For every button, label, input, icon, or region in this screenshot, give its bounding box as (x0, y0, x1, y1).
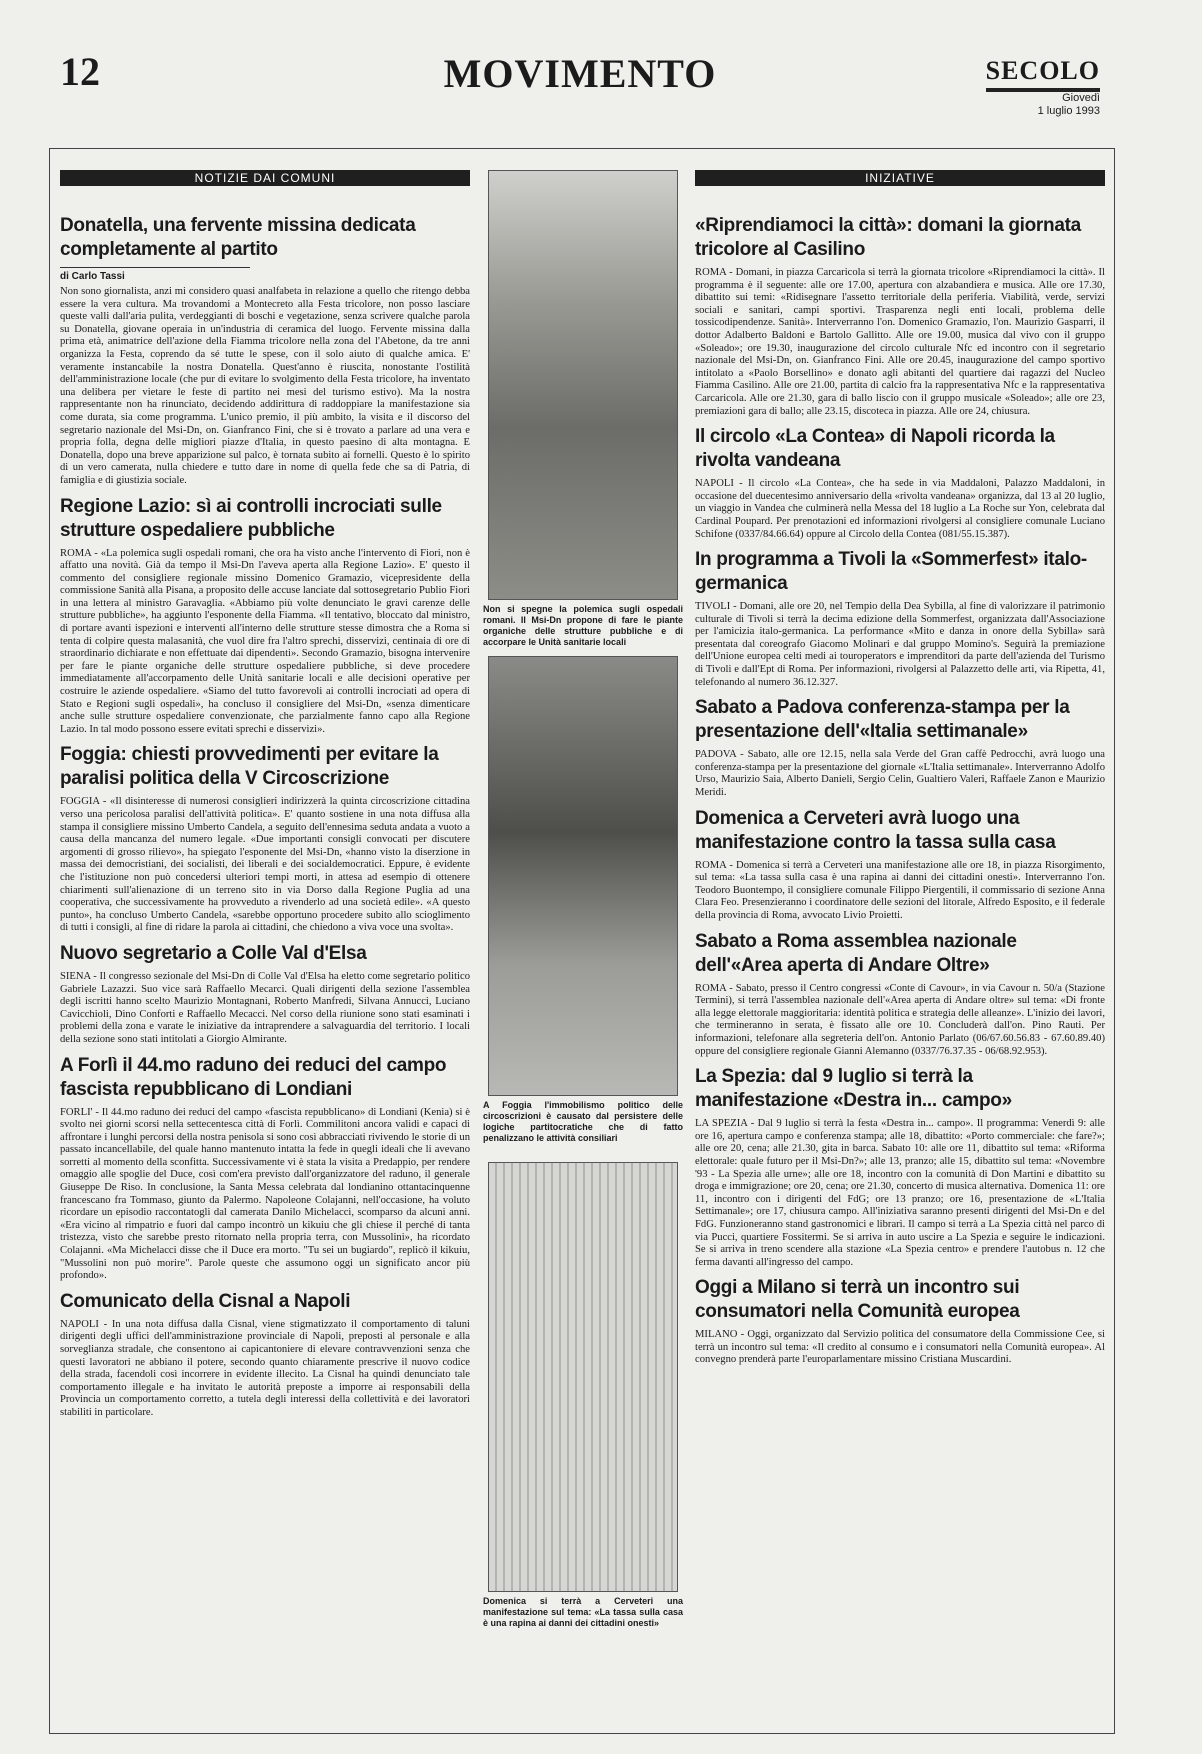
article-body: TIVOLI - Domani, alle ore 20, nel Tempio della Dea Sybilla, al fine di valorizzare il patrimonio culturale di Tivoli si terrà la decima edizione della Sommerfest, organizzata dall'Associazione per l'amicizia italo-germanica. La performance «Mito e danza in onore della Sybilla» sarà presentata dal coreografo Giacomo Molinari e dal gruppo Momino's. Seguirà la premiazione dell'Unione europea celti medi ai touroperators e imprenditori da parte dell'azienda del Turismo di Tivoli e dall'Ept di Roma. Per informazioni, rivolgersi al Palazzetto delle arti, via Ripetta, 41, telefonando al numero 36.12.327. (695, 601, 1105, 688)
article-la-spezia (695, 1065, 1105, 1269)
issue-date: 1 luglio 1993 (1037, 105, 1100, 117)
article-title: Sabato a Roma assemblea nazionale dell'«Area aperta di Andare Oltre» (695, 930, 1017, 976)
article-title: Regione Lazio: sì ai controlli incrociati sulle strutture ospedaliere pubbliche (60, 495, 442, 541)
article-padova (695, 696, 1105, 799)
article-title: Comunicato della Cisnal a Napoli (60, 1290, 351, 1312)
article-body: FORLI' - Il 44.mo raduno dei reduci del campo «fascista repubblicano» di Londiani (Kenia) si è svolto nei giorni scorsi nella settecentesca città di Forlì. Commilitoni ancora validi e capaci di affrontare i lunghi percorsi della nostra penisola si sono così abbracciati rivivendo le storie di un passato incancellabile, del quale hanno mantenuto intatta la fede in quegli ideali che li avevano sorretti al momento della sconfitta. Successivamente vi è stata la visita a Predappio, per rendere omaggio alle spoglie del Duce, così com'era previsto dall'organizzatore del raduno, il generale Giuseppe De Riso. In conclusione, la Santa Messa celebrata dal londianino ottantacinquenne francescano fra Tommaso, giunto da Palermo. Napoleone Colajanni, nell'occasione, ha voluto ricordare un episodio raccontatogli dal camerata Danilo Michelacci, scomparso da alcuni anni. «Era vicino al rimpatrio e fuori dal campo incontrò un kikuiu che gli chiese il perché di tanta tristezza, visto che sarebbe presto ritornato nella propria terra, con Mussolini», ha ricordato Colajanni. «Ma Michelacci disse che il Duce era morto. "Tu sei un bugiardo", replicò il kikuiu, "Mussolini non può morire". Parole queste che assumono oggi un significato ancor più profondo». (60, 1106, 470, 1282)
article-donatella (60, 214, 470, 488)
article-title: Nuovo segretario a Colle Val d'Elsa (60, 942, 367, 964)
article-title: La Spezia: dal 9 luglio si terrà la manifestazione «Destra in... campo» (695, 1066, 1012, 1112)
article-body: PADOVA - Sabato, alle ore 12.15, nella sala Verde del Gran caffè Pedrocchi, avrà luogo una conferenza-stampa per la presentazione del giornale «L'Italia settimanale». Interverranno Adolfo Urso, Maurizio Saia, Alberto Danieli, Sergio Celin, Gualtiero Valeri, Raffaele Zanon e Maurizio Meridi. (695, 749, 1105, 799)
article-body: ROMA - Sabato, presso il Centro congressi «Conte di Cavour», in via Cavour n. 50/a (Stazione Termini), si terrà l'assemblea nazionale dell'«Area aperta di Andare oltre» sul tema: «Di fronte alla legge elettorale maggioritaria: identità politica e strategia delle alleanze». L'inizio dei lavori, che termineranno in serata, è fissato alle ore 10. Concluderà dall'on. Pino Rauti. Per informazioni, telefonare alla segreteria dell'on. Antonio Parlato (06/67.60.56.83 - 67.60.89.40) oppure del consigliere regionale Gianni Alemanno (0337/76.37.35 - 06/68.92.953). (695, 982, 1105, 1057)
article-byline: di Carlo Tassi (60, 267, 250, 282)
article-body: ROMA - Domenica si terrà a Cerveteri una manifestazione alle ore 18, in piazza Risorgimento, sul tema: «La tassa sulla casa è una rapina ai danni dei cittadini onesti». Interverranno l'on. Teodoro Buontempo, il consigliere comunale Filippo Piergentili, il commissario di sezione Anna Clara Feo. Presenzieranno i coordinatore delle sezioni del litorale, Alfredo Esposito, e il federale della provincia di Roma, avvocato Livio Proietti. (695, 859, 1105, 921)
photo-caption: Non si spegne la polemica sugli ospedali romani. Il Msi-Dn propone di fare le piante organiche delle strutture pubbliche e di accorpare le Unità sanitarie locali (483, 604, 683, 647)
article-andare-oltre (695, 930, 1105, 1059)
article-body: FOGGIA - «Il disinteresse di numerosi consiglieri indirizzerà la quinta circoscrizione cittadina verso una pericolosa paralisi dell'attività politica». E' quanto sostiene in una nota diffusa alla stampa il consigliere missino Umberto Candela, a seguito dell'ennesima seduta andata a vuoto a causa della mancanza del numero legale. «Due importanti consigli convocati per discutere argomenti di grosso rilievo», ha spiegato l'esponente del Msi-Dn, «hanno visto la diserzione in massa dei democristiani, dei socialisti, dei liberali e dei socialdemocratici. Eppure, è evidente che l'istituzione non può concedersi ulteriori tempi morti, in attesa ad esempio di ottenere chiarimenti sull'alienazione di un terreno sito in via Dorso dalla Regione Puglia ad una cooperativa, che successivamente ha provveduto a rivenderlo ad una società edile». «A questo punto», ha concluso Umberto Candela, «sarebbe opportuno procedere subito allo scioglimento di tutti i consigli, al fine di ridare la parola ai cittadini, che chiedono a viva voce una svolta». (60, 796, 470, 934)
right-column (695, 170, 1105, 1374)
article-body: NAPOLI - In una nota diffusa dalla Cisnal, viene stigmatizzato il comportamento di taluni dirigenti degli uffici dell'amministrazione provinciale di Napoli, preposti al personale e alla sorveglianza stradale, che consentono ai capicantoniere di elevare contravvenzioni senza che questi lavoratori ne abbiano il potere, secondo quanto chiaramente prescrive il nuovo codice della strada, facendoli così incorrere in evidente illecito. La Cisnal ha quindi denunciato tale comportamento illegale e ha invitato le autorità preposte a imporre ai responsabili della Provincia un comportamento corretto, a tutela degli interessi della collettività e dei lavoratori stabiliti in particolare. (60, 1318, 470, 1418)
newspaper-logo (986, 56, 1100, 118)
article-title: In programma a Tivoli la «Sommerfest» italo-germanica (695, 549, 1087, 595)
photo-caption: Domenica si terrà a Cerveteri una manifestazione sul tema: «La tassa sulla casa è una rapina ai danni dei cittadini onesti» (483, 1596, 683, 1628)
issue-day: Giovedì (1062, 92, 1100, 104)
article-title: Donatella, una fervente missina dedicata completamente al partito (60, 215, 416, 260)
article-milano (695, 1276, 1105, 1367)
photo-foggia-council (488, 656, 678, 1096)
photo-hospital (488, 170, 678, 600)
article-title: Il circolo «La Contea» di Napoli ricorda la rivolta vandeana (695, 426, 1055, 472)
article-body: Non sono giornalista, anzi mi considero quasi analfabeta in relazione a quello che ritengo debba essere la vera cultura. Ma trovandomi a Montecreto alla Festa tricolore, non posso lasciare queste valli dall'aria pulita, verdeggianti di boschi e vegetazione, senza scrivere qualche parola su Donatella, giovane operaia in un'industria di ceramica del luogo. Fervente missina dalla prima età, animatrice dell'azione della Fiamma tricolore nella zona del l'Abetone, da tre anni organizza la Festa, coprendo da sé tutte le spese, con il solo aiuto di qualche amica. E' veramente instancabile la nostra Donatella. Quest'anno è riuscita, nonostante l'ostilità dell'amministrazione locale (che pur di evitare lo svolgimento della Festa tricolore, ha inventato una delibera per vietare le feste di partito nei mesi del turismo estivo). Ma la nostra rappresentante non ha rinunciato, decidendo addirittura di raddoppiare la manifestazione sia come durata, sia come programma. L'unico premio, il più ambito, la visita e il discorso del segretario nazionale del Msi-Dn, on. Gianfranco Fini, che si è trovato a parlare ad una vera e propria folla, degna delle migliori piazze d'Italia, in questo paesino di alta montagna. E Donatella, dopo una breve apparizione sul palco, è tornata subito ai fornelli. Questo è lo spirito di un vero camerata, nulla chiedere e tutto dare in nome di quella fede che sa di Patria, di famiglia e di giustizia sociale. (60, 286, 470, 486)
section-bar-notizie: NOTIZIE DAI COMUNI (60, 170, 470, 186)
article-regione-lazio (60, 495, 470, 737)
article-casilino (695, 214, 1105, 418)
masthead (60, 48, 1100, 117)
article-body: SIENA - Il congresso sezionale del Msi-Dn di Colle Val d'Elsa ha eletto come segretario politico Gabriele Lazazzi. Suo vice sarà Raffaello Mecarci. Quali dirigenti della sezione l'assemblea degli iscritti hanno scelto Maurizio Montagnani, Roberto Manfredi, Silvana Annucci, Luciano Cavicchioli, Dino Conforti e Raffaello Mecacci. Nel corso della riunione sono stati esaminati i problemi della zona e varate le iniziative da intraprendere a salvaguardia del territorio. I locali della sezione sono stati intitolati a Giorgio Almirante. (60, 970, 470, 1045)
article-body: NAPOLI - Il circolo «La Contea», che ha sede in via Maddaloni, Palazzo Maddaloni, in occasione del duecentesimo anniversario della «rivolta vandeana» organizza, dal 13 al 20 luglio, un viaggio in Vandea che culminerà nella Messa del 18 luglio a La Roche sur Yon, celebrata dal Cardinal Poupard. Per prenotazioni ed informazioni rivolgersi al consigliere comunale Luciano Schifone (0337/84.66.64) oppure al Circolo della Contea (081/55.15.387). (695, 478, 1105, 540)
article-title: A Forlì il 44.mo raduno dei reduci del campo fascista repubblicano di Londiani (60, 1054, 447, 1100)
article-tivoli (695, 548, 1105, 689)
article-cerveteri (695, 807, 1105, 923)
article-title: Foggia: chiesti provvedimenti per evitare la paralisi politica della V Circoscrizione (60, 744, 439, 790)
article-body: MILANO - Oggi, organizzato dal Servizio politica del consumatore della Commissione Cee, si terrà un incontro sul tema: «Il credito al consumo e i consumatori nella Comunità europea». Al convegno prenderà parte l'europarlamentare missino Cristiana Muscardini. (695, 1329, 1105, 1366)
article-colle-val-delsa (60, 942, 470, 1047)
page-number: 12 (60, 49, 100, 94)
article-title: Domenica a Cerveteri avrà luogo una manifestazione contro la tassa sulla casa (695, 807, 1056, 853)
logo-name: SECOLO (986, 56, 1100, 92)
photo-houses (488, 1162, 678, 1592)
left-column (60, 170, 470, 1427)
article-body: LA SPEZIA - Dal 9 luglio si terrà la festa «Destra in... campo». Il programma: Venerdì 9: alle ore 16, apertura campo e conferenza stampa; alle 18, dibattito: «Porto commerciale: che fare?»; alle ore 20, cena; alle 21.30, gita in barca. Sabato 10: alle ore 11, dibattito sul tema: «Riforma elettorale: quale futuro per il Msi-Dn?»; alle 13, pranzo; alle 15, dibattito sul tema: «Novembre '93 - La Spezia alle urne»; alle ore 18, incontro con la comunità di Don Martini e dibattito su droga e immigrazione; ore 20, cena; ore 21.30, concerto di musica alternativa. Domenica 11: ore 11, incontro con i dirigenti del FdG; ore 13 pranzo; ore 16, presentazione de «L'Italia Settimanale»; ore 17, chiusura campo. All'iniziativa saranno presenti dirigenti del Msi-Dn e del FdG. Funzioneranno stand gastronomici e librari. Il campo si terrà a La Spezia città nel parco di via Pucci, quartiere Fossitermi. Se si arriva in auto uscire a La Spezia e seguire le indicazioni. Se si arriva in treno scendere alla stazione «La Spezia centro» e prendere l'autobus n. 12 che ferma davanti all'ingresso del campo. (695, 1118, 1105, 1268)
article-title: Oggi a Milano si terrà un incontro sui consumatori nella Comunità europea (695, 1277, 1020, 1323)
photo-caption: A Foggia l'immobilismo politico delle circoscrizioni è causato dal persistere delle logiche partitocratiche che di fatto penalizzano le attività consiliari (483, 1100, 683, 1143)
article-title: «Riprendiamoci la città»: domani la giornata tricolore al Casilino (695, 215, 1081, 260)
article-foggia (60, 743, 470, 935)
article-forli (60, 1054, 470, 1283)
photo-column (483, 170, 683, 1629)
section-bar-iniziative: INIZIATIVE (695, 170, 1105, 186)
section-title: MOVIMENTO (443, 51, 717, 96)
article-cisnal-napoli (60, 1290, 470, 1420)
article-body: ROMA - «La polemica sugli ospedali romani, che ora ha visto anche l'intervento di Fiori, non è affatto una novità. Già da tempo il Msi-Dn l'aveva aperta alla Regione Lazio». E' questo il commento del consigliere regionale missino Domenico Gramazio, vicepresidente della commissione Sanità alla Pisana, a proposito delle accuse lanciate dal sottosegretario Publio Fiori in una lettera al ministro Garavaglia. «Abbiamo più volte denunciato le gravi carenze delle strutture pubbliche», ha aggiunto l'esponente della Fiamma. «Il tentativo, bloccato dal ministro, di portare avanti ispezioni e interventi all'interno delle strutture stesse dimostra che a Roma si tenta di colpire questa malasanità, che vuol dire fra l'altro sprechi, disservizi, centinaia di ore di straordinario dichiarate e non effettuate dai dipendenti». Secondo Gramazio, bisogna intervenire per fare le piante organiche delle strutture ospedaliere pubbliche, si deve procedere immediatamente all'accorpamento delle Unità sanitarie locali e alle decisioni operative per costruire le aziende ospedaliere. «Siamo del tutto favorevoli ai controlli incrociati ad opera di Stato e Regioni sugli ospedali», ha concluso il consigliere del Msi-Dn, «senza dimenticare anche sulle strutture ospedaliere convenzionate, che parzialmente fanno capo alla Regione Lazio. In tal modo possono essere evitati sprechi e disservizi». (60, 547, 470, 735)
article-la-contea (695, 425, 1105, 541)
article-body: ROMA - Domani, in piazza Carcaricola si terrà la giornata tricolore «Riprendiamoci la città». Il programma è il seguente: alle ore 17.00, apertura con alzabandiera e musica. Alle ore 17.30, dibattito sui temi: «Ridisegnare l'assetto territoriale della periferia. Viabilità, verde, servizi sociali e sanitari, campi sportivi. Trasparenza negli enti locali, problema delle tossicodipendenze. Sanità». Interverranno l'on. Domenico Gramazio, l'on. Maurizio Gasparri, il dottor Adalberto Baldoni e Bartolo Gallitto. Alle ore 19.00, musica dal vivo con il gruppo «Soleado»; ore 19.30, inaugurazione del circolo culturale Nfc ed incontro con il segretario nazionale del Msi-Dn, on. Gianfranco Fini. Alle ore 20.45, inaugurazione del campo sportivo intitolato a «Paolo Borsellino» e donato agli abitanti del quartiere dai ragazzi del Nucleo Fiamma Casilino. Alle ore 21.00, partita di calcio fra la rappresentativa Nfc e la rappresentativa Carcaricola. Alle ore 21.30, gara di ballo liscio con il gruppo musicale «Soleado»; alle ore 23, premiazioni gara di ballo; alle 23.15, discoteca in piazza. Alle ore 24, chiusura. (695, 267, 1105, 417)
article-title: Sabato a Padova conferenza-stampa per la presentazione dell'«Italia settimanale» (695, 697, 1070, 743)
